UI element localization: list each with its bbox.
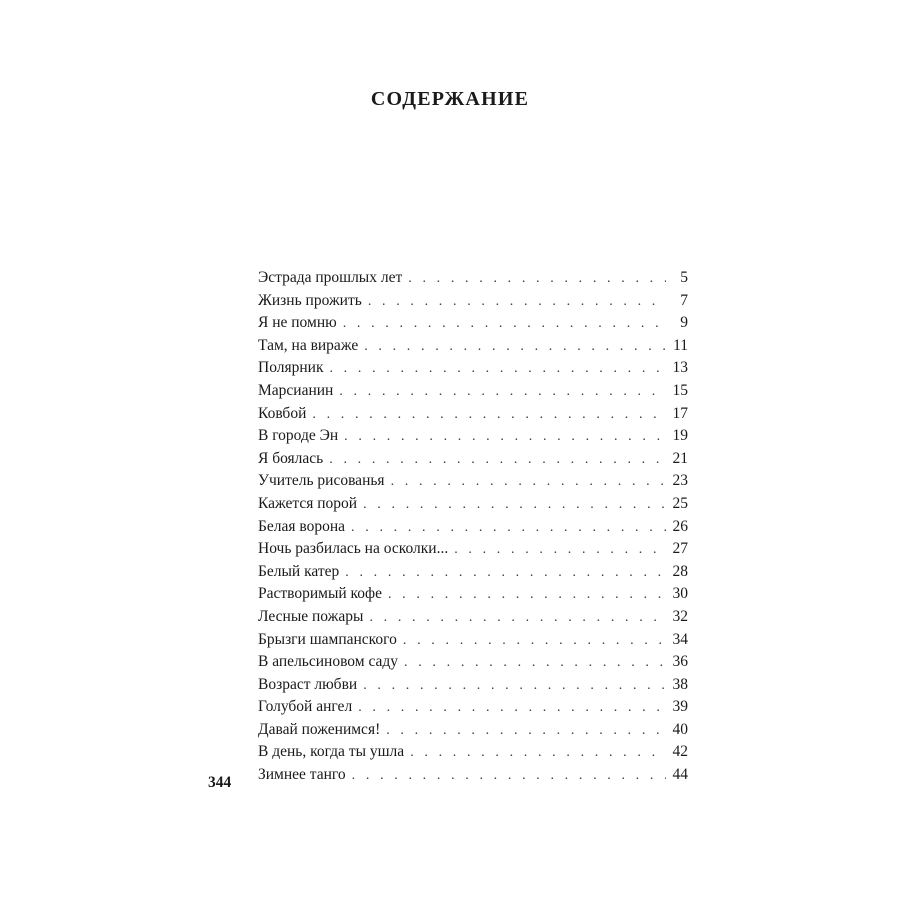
toc-entry-title: Эстрада прошлых лет (258, 269, 403, 286)
toc-entry-title: Ковбой (258, 404, 307, 422)
dot-leader (363, 675, 666, 698)
dot-leader (388, 584, 666, 607)
toc-entry (258, 629, 688, 652)
toc-entry-title: Белая ворона (258, 517, 346, 535)
toc-entry (258, 267, 688, 290)
toc-entry-page-number: 27 (672, 540, 688, 558)
toc-entry-page-number: 44 (672, 766, 688, 784)
toc-entry-page-number: 42 (672, 743, 688, 761)
dot-leader (369, 607, 666, 630)
toc-entry (258, 403, 688, 426)
toc-entry-page-number: 11 (673, 336, 688, 354)
toc-entry-page-number: 21 (672, 449, 688, 467)
toc-entry-title: Кажется порой (258, 494, 358, 512)
toc-entry (258, 561, 688, 584)
toc-entry-page-number: 13 (672, 359, 688, 377)
toc-entry-page-number: 23 (672, 472, 688, 490)
toc-entry-title: Жизнь прожить (258, 291, 362, 309)
toc-entry-title: Голубой ангел (258, 698, 353, 716)
dot-leader (403, 630, 666, 653)
toc-entry-page-number: 15 (672, 381, 688, 399)
toc-entry-page-number: 9 (680, 314, 688, 332)
dot-leader (391, 471, 666, 494)
toc-entry (258, 651, 688, 674)
toc-entry-page-number: 34 (672, 630, 688, 648)
contents-heading: СОДЕРЖАНИЕ (370, 88, 530, 110)
toc-entry (258, 583, 688, 606)
dot-leader (410, 742, 666, 765)
toc-entry-title: В городе Эн (258, 427, 339, 445)
toc-entry (258, 290, 688, 313)
toc-entry-page-number: 7 (680, 291, 688, 309)
toc-entry-page-number: 40 (672, 720, 688, 738)
toc-entry-title: Возраст любви (258, 675, 358, 693)
dot-leader (339, 381, 666, 404)
toc-entry (258, 538, 688, 561)
toc-entry-title: Лесные пожары (258, 607, 364, 625)
toc-entry-title: Белый катер (258, 562, 340, 580)
toc-entry-page-number: 17 (672, 404, 688, 422)
toc-entry (258, 448, 688, 471)
toc-entry (258, 674, 688, 697)
toc-entry-title: Полярник (258, 359, 324, 377)
toc-entry (258, 357, 688, 380)
dot-leader (329, 358, 666, 381)
dot-leader (329, 449, 666, 472)
toc-entry (258, 719, 688, 742)
dot-leader (344, 426, 666, 449)
dot-leader (312, 404, 666, 427)
toc-entry-title: Брызги шампанского (258, 630, 397, 648)
toc-entry-title: Марсианин (258, 381, 334, 399)
toc-entry-title: Давай поженимся! (258, 720, 381, 738)
toc-entry-page-number: 39 (672, 698, 688, 716)
toc-entry-title: Там, на вираже (258, 336, 359, 354)
toc-entry-page-number: 28 (672, 562, 688, 580)
toc-entry (258, 312, 688, 335)
dot-leader (404, 652, 666, 675)
toc-entry-page-number: 25 (672, 494, 688, 512)
toc-entry-page-number: 26 (672, 517, 688, 535)
toc-entry (258, 741, 688, 764)
toc-entry-title: Учитель рисованья (258, 472, 385, 490)
dot-leader (343, 313, 666, 336)
toc-entry-page-number: 38 (672, 675, 688, 693)
toc-entry-title: Зимнее танго (258, 766, 346, 784)
toc-entry-page-number: 36 (672, 653, 688, 671)
toc-entry (258, 606, 688, 629)
toc-entry-page-number: 5 (680, 269, 688, 286)
page-number: 344 (208, 774, 232, 791)
toc-entry (258, 425, 688, 448)
dot-leader (351, 517, 666, 540)
dot-leader (408, 268, 666, 291)
dot-leader (386, 720, 666, 743)
dot-leader (368, 291, 666, 314)
dot-leader (364, 336, 666, 359)
toc-entry-title: Растворимый кофе (258, 585, 382, 603)
table-of-contents (258, 267, 688, 787)
toc-entry-page-number: 32 (672, 607, 688, 625)
toc-entry (258, 696, 688, 719)
toc-entry (258, 493, 688, 516)
dot-leader (454, 539, 666, 562)
toc-entry (258, 380, 688, 403)
toc-entry-title: В апельсиновом саду (258, 653, 399, 671)
dot-leader (345, 562, 666, 585)
toc-entry-page-number: 19 (672, 427, 688, 445)
dot-leader (358, 697, 666, 720)
toc-entry (258, 516, 688, 539)
toc-entry (258, 470, 688, 493)
toc-entry (258, 764, 688, 787)
toc-entry-title: Ночь разбилась на осколки... (258, 540, 449, 558)
toc-entry (258, 335, 688, 358)
dot-leader (352, 765, 666, 788)
toc-entry-title: Я не помню (258, 314, 337, 332)
toc-entry-page-number: 30 (672, 585, 688, 603)
toc-entry-title: В день, когда ты ушла (258, 743, 405, 761)
toc-entry-title: Я боялась (258, 449, 324, 467)
dot-leader (363, 494, 666, 517)
